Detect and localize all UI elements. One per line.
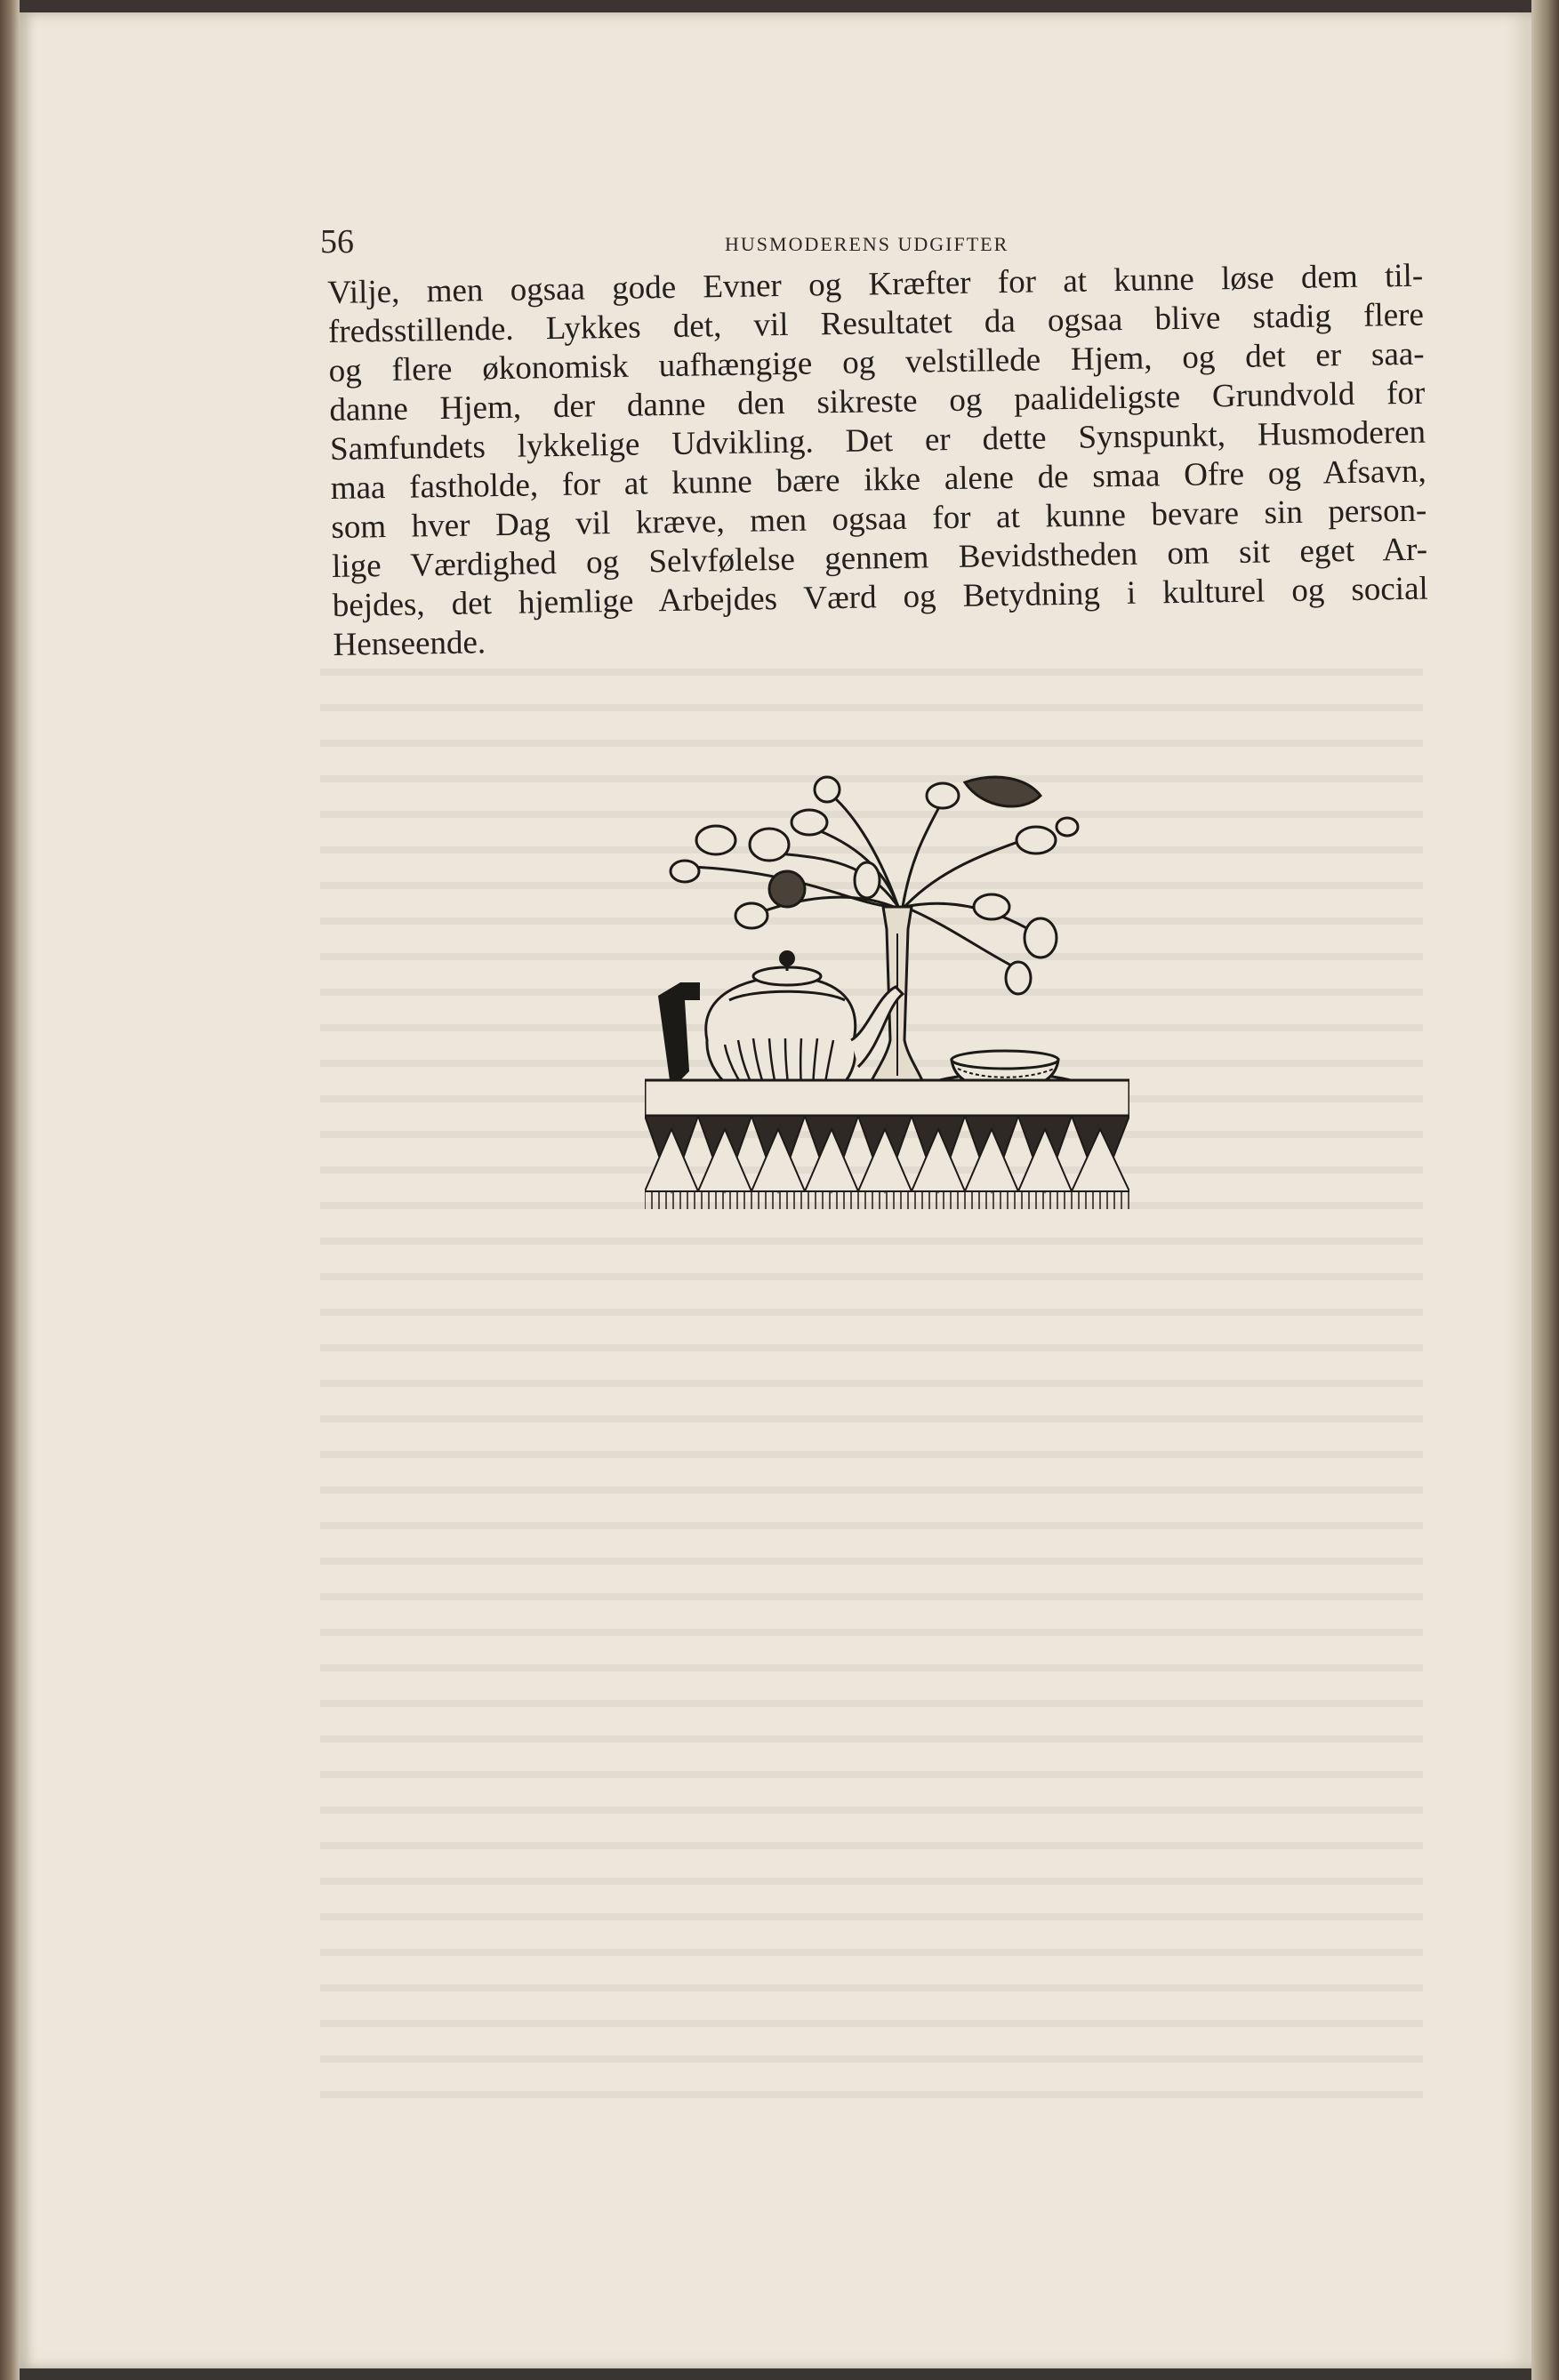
- page-edge: [1531, 0, 1559, 2380]
- text-line: lige Værdighed og Selvfølelse gennem Bevidstheden om sit eget Ar-: [331, 531, 1428, 585]
- text-line: Henseende.: [333, 624, 486, 663]
- teapot-vase-teacup-still-life-icon: [645, 773, 1129, 1214]
- text-line: og flere økonomisk uafhængige og velstillede Hjem, og det er saa-: [328, 335, 1425, 389]
- text-line: Vilje, men ogsaa gode Evner og Kræfter for at kunne løse dem til-: [327, 257, 1424, 311]
- text-line: bejdes, det hjemlige Arbejdes Værd og Betydning i kulturel og social: [332, 570, 1429, 624]
- page-number: 56: [320, 223, 354, 260]
- text-line: maa fastholde, for at kunne bære ikke alene de smaa Ofre og Afsavn,: [330, 453, 1426, 507]
- running-title: HUSMODERENS UDGIFTER: [725, 233, 1009, 255]
- text-line: Samfundets lykkelige Udvikling. Det er dette Synspunkt, Husmoderen: [329, 413, 1426, 468]
- text-line: fredsstillende. Lykkes det, vil Resultatet da ogsaa blive stadig flere: [327, 296, 1425, 350]
- body-paragraph: [327, 257, 1429, 665]
- text-line: som hver Dag vil kræve, men ogsaa for at kunne bevare sin person-: [331, 492, 1427, 546]
- book-spine: [0, 0, 20, 2380]
- text-line: danne Hjem, der danne den sikreste og paalideligste Grundvold for: [329, 374, 1426, 429]
